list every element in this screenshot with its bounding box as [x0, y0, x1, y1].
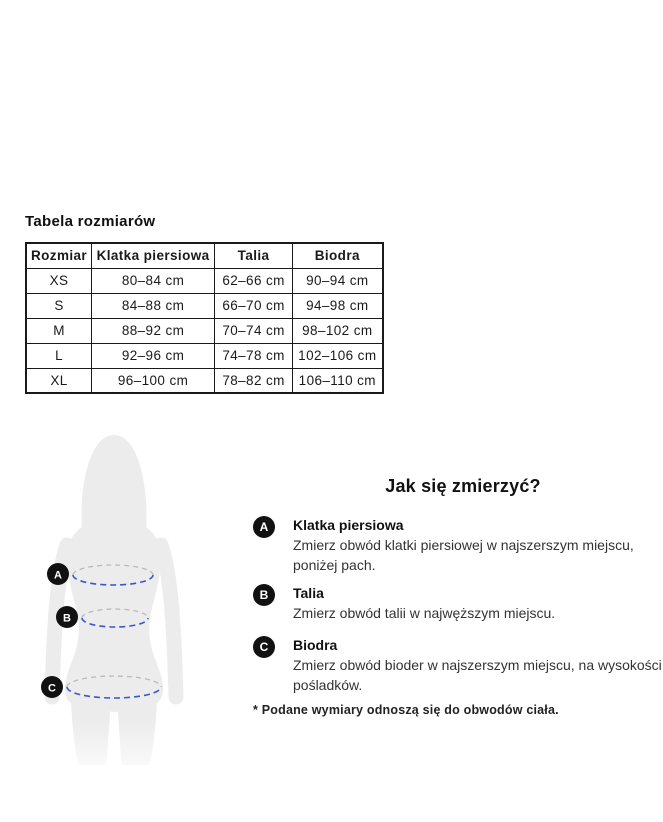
guide-item-description: Zmierz obwód klatki piersiowej w najszerszym miejscu, poniżej pach.	[293, 537, 634, 573]
table-cell: 102–106 cm	[293, 343, 383, 368]
badge-b: B	[253, 584, 275, 606]
guide-item-description: Zmierz obwód bioder w najszerszym miejscu, na wysokości pośladków.	[293, 657, 662, 693]
table-cell: XS	[26, 268, 92, 293]
guide-item-label: Klatka piersiowa	[293, 517, 404, 533]
figure-badge-b	[56, 606, 78, 628]
female-silhouette	[52, 435, 176, 765]
guide-item-waist	[253, 583, 663, 623]
table-row	[26, 368, 383, 393]
table-cell: 62–66 cm	[215, 268, 293, 293]
measurements-footnote: * Podane wymiary odnoszą się do obwodów ciała.	[253, 703, 559, 717]
table-header-cell: Klatka piersiowa	[92, 243, 215, 268]
size-table-title: Tabela rozmiarów	[25, 213, 156, 230]
table-header-cell: Talia	[215, 243, 293, 268]
figure-badge-b-letter: B	[63, 612, 71, 625]
body-measurement-diagram	[18, 425, 243, 800]
guide-item-label: Talia	[293, 585, 324, 601]
table-cell: 88–92 cm	[92, 318, 215, 343]
table-row	[26, 268, 383, 293]
table-cell: 98–102 cm	[293, 318, 383, 343]
figure-badge-a	[47, 563, 69, 585]
badge-a: A	[253, 516, 275, 538]
table-cell: 90–94 cm	[293, 268, 383, 293]
measure-guide-title: Jak się zmierzyć?	[385, 476, 541, 496]
table-cell: 96–100 cm	[92, 368, 215, 393]
guide-item-label: Biodra	[293, 637, 338, 653]
table-row	[26, 318, 383, 343]
table-cell: 80–84 cm	[92, 268, 215, 293]
table-row	[26, 343, 383, 368]
badge-c: C	[253, 636, 275, 658]
table-cell: 92–96 cm	[92, 343, 215, 368]
guide-item-description: Zmierz obwód talii w najwęższym miejscu.	[293, 605, 556, 621]
table-header-cell: Biodra	[293, 243, 383, 268]
guide-item-text	[293, 635, 663, 695]
guide-item-text	[293, 583, 663, 623]
measure-guide	[253, 476, 663, 717]
table-cell: 84–88 cm	[92, 293, 215, 318]
table-cell: L	[26, 343, 92, 368]
table-cell: 106–110 cm	[293, 368, 383, 393]
table-row	[26, 293, 383, 318]
figure-badge-c-letter: C	[48, 682, 56, 695]
figure-badge-a-letter: A	[54, 569, 62, 582]
table-header-cell: Rozmiar	[26, 243, 92, 268]
table-cell: 78–82 cm	[215, 368, 293, 393]
size-table	[25, 242, 384, 394]
table-cell: 94–98 cm	[293, 293, 383, 318]
figure-badge-c	[41, 676, 63, 698]
table-cell: S	[26, 293, 92, 318]
guide-item-hips	[253, 635, 663, 695]
table-cell: 70–74 cm	[215, 318, 293, 343]
table-cell: XL	[26, 368, 92, 393]
guide-item-chest	[253, 515, 663, 575]
guide-item-text	[293, 515, 663, 575]
leg-fade-overlay	[18, 721, 243, 783]
table-cell: 66–70 cm	[215, 293, 293, 318]
table-header-row	[26, 243, 383, 268]
table-cell: M	[26, 318, 92, 343]
table-cell: 74–78 cm	[215, 343, 293, 368]
